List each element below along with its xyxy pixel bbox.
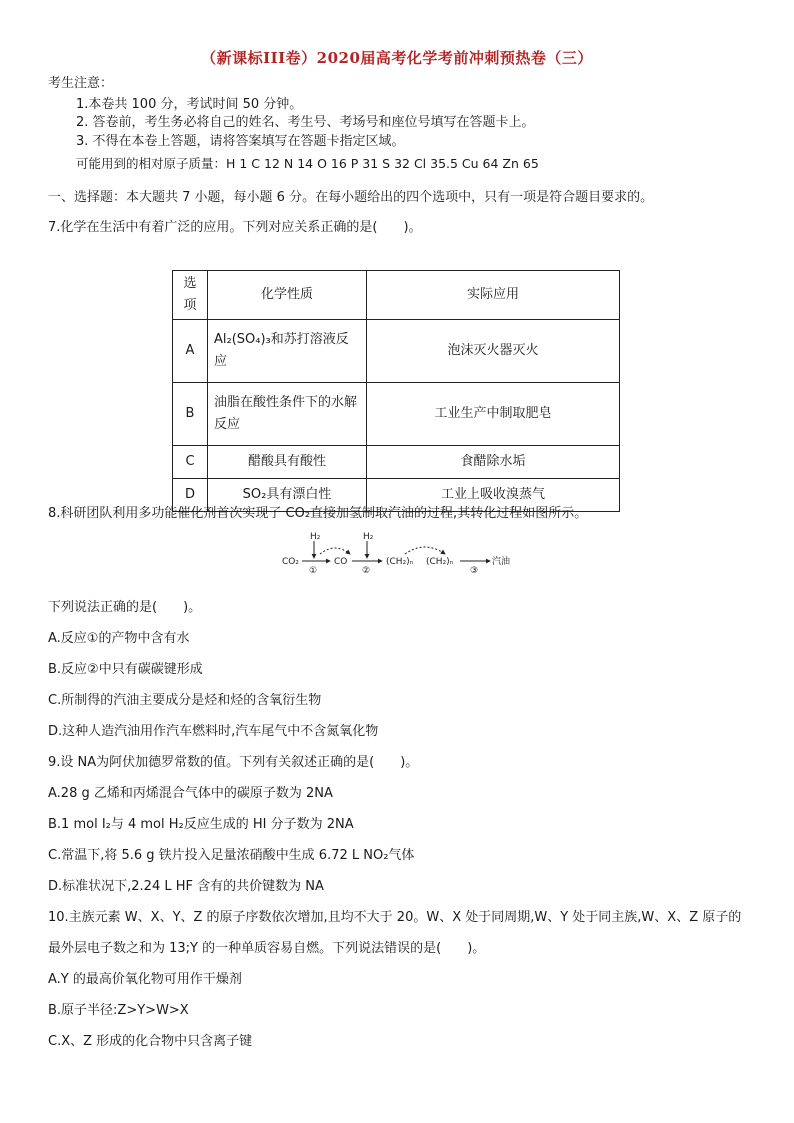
question-7-table — [172, 270, 620, 512]
question-8-option: C.所制得的汽油主要成分是烃和烃的含氧衍生物 — [48, 693, 322, 708]
step-label-3: ③ — [470, 566, 479, 574]
species-ch2n: (CH₂)ₙ — [426, 557, 454, 567]
table-row — [173, 383, 620, 446]
table-row — [173, 320, 620, 383]
table-cell-option: A — [173, 320, 208, 383]
table-cell-property: SO₂具有漂白性 — [208, 479, 367, 512]
question-10-stem-continued: 最外层电子数之和为 13;Y 的一种单质容易自燃。下列说法错误的是( )。 — [48, 941, 486, 956]
table-cell-option: D — [173, 479, 208, 512]
step-label-1: ① — [309, 566, 318, 574]
product-gasoline: 汽油 — [492, 557, 511, 567]
dashed-arc-2 — [405, 547, 445, 554]
notice-item: 1.本卷共 100 分，考试时间 50 分钟。 — [76, 97, 303, 112]
table-cell-application: 泡沫灭火器灭火 — [367, 320, 620, 383]
question-8-stem: 8.科研团队利用多功能催化剂首次实现了 CO₂直接加氢制取汽油的过程,其转化过程如图所示。 — [48, 506, 588, 521]
question-8-option: A.反应①的产物中含有水 — [48, 631, 190, 646]
table-cell-application: 工业生产中制取肥皂 — [367, 383, 620, 446]
table-cell-option: B — [173, 383, 208, 446]
species-ch2n: (CH₂)ₙ — [386, 557, 414, 567]
question-10-option: C.X、Z 形成的化合物中只含离子键 — [48, 1034, 253, 1049]
table-row — [173, 446, 620, 479]
species-co2: CO₂ — [282, 557, 299, 567]
table-cell-option: C — [173, 446, 208, 479]
question-9-option: A.28 g 乙烯和丙烯混合气体中的碳原子数为 2NA — [48, 786, 333, 801]
question-8-option: D.这种人造汽油用作汽车燃料时,汽车尾气中不含氮氧化物 — [48, 724, 379, 739]
notice-item: 3. 不得在本卷上答题，请将答案填写在答题卡指定区域。 — [76, 134, 405, 149]
question-10-stem: 10.主族元素 W、X、Y、Z 的原子序数依次增加,且均不大于 20。W、X 处于同周期,W、Y 处于同主族,W、X、Z 原子的 — [48, 910, 742, 925]
table-cell-property: 油脂在酸性条件下的水解反应 — [208, 383, 367, 446]
notice-heading: 考生注意： — [48, 76, 114, 91]
question-10-option: A.Y 的最高价氧化物可用作干燥剂 — [48, 972, 242, 987]
species-co: CO — [334, 557, 348, 567]
table-cell-property: Al₂(SO₄)₃和苏打溶液反应 — [208, 320, 367, 383]
step-label-2: ② — [362, 566, 371, 574]
table-cell-application: 工业上吸收溴蒸气 — [367, 479, 620, 512]
question-7-stem: 7.化学在生活中有着广泛的应用。下列对应关系正确的是( )。 — [48, 220, 422, 235]
reagent-h2: H₂ — [363, 532, 374, 542]
table-header: 实际应用 — [367, 271, 620, 320]
question-9-stem: 9.设 NA为阿伏加德罗常数的值。下列有关叙述正确的是( )。 — [48, 755, 419, 770]
question-8-sub-stem: 下列说法正确的是( )。 — [48, 600, 202, 615]
question-9-option: D.标准状况下,2.24 L HF 含有的共价键数为 NA — [48, 879, 324, 894]
atomic-masses: 可能用到的相对原子质量：H 1 C 12 N 14 O 16 P 31 S 32 Cl 35.5 Cu 64 Zn 65 — [76, 156, 539, 171]
table-header: 化学性质 — [208, 271, 367, 320]
question-9-option: B.1 mol I₂与 4 mol H₂反应生成的 HI 分子数为 2NA — [48, 817, 354, 832]
dashed-arc-1 — [320, 548, 350, 554]
notice-item: 2. 答卷前，考生务必将自己的姓名、考生号、考场号和座位号填写在答题卡上。 — [76, 115, 535, 130]
table-cell-application: 食醋除水垢 — [367, 446, 620, 479]
table-header: 选项 — [173, 271, 208, 320]
question-9-option: C.常温下,将 5.6 g 铁片投入足量浓硝酸中生成 6.72 L NO₂气体 — [48, 848, 415, 863]
section-heading: 一、选择题：本大题共 7 小题，每小题 6 分。在每小题给出的四个选项中，只有一项是符合题目要求的。 — [48, 190, 654, 205]
reagent-h2: H₂ — [310, 532, 321, 542]
page-title: （新课标III卷）2020届高考化学考前冲刺预热卷（三） — [201, 49, 593, 67]
table-header-row — [173, 271, 620, 320]
conversion-diagram — [280, 530, 520, 574]
question-8-option: B.反应②中只有碳碳键形成 — [48, 662, 203, 677]
question-10-option: B.原子半径:Z>Y>W>X — [48, 1003, 189, 1018]
table-cell-property: 醋酸具有酸性 — [208, 446, 367, 479]
